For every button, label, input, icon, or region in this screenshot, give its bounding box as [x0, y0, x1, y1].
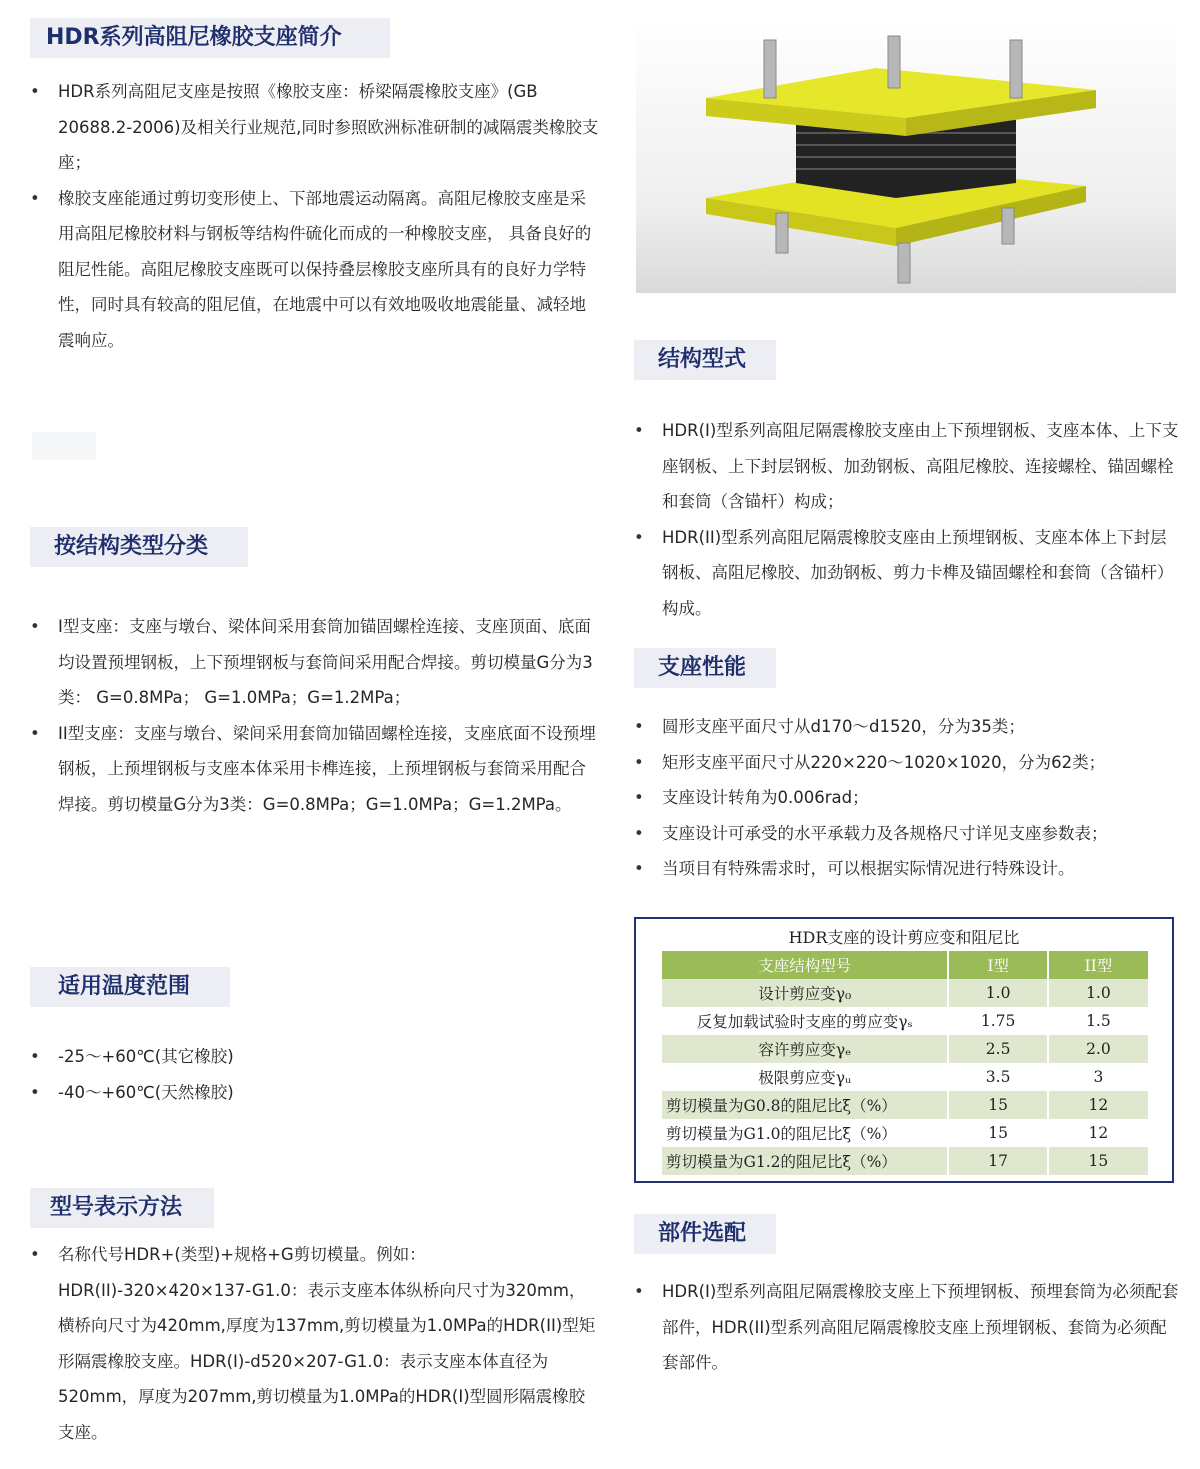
model-list — [30, 1237, 600, 1450]
table-cell: 2.5 — [948, 1035, 1047, 1063]
list-item: • 名称代号HDR+(类型)+规格+G剪切模量。例如：HDR(II)-320×420×137-G1.0：表示支座本体纵桥向尺寸为320mm，横桥向尺寸为420mm,厚度为137mm,剪切模量为1.0MPa的HDR(II)型矩形隔震橡胶支座。HDR(I)-d520×207-G1.0：表示支座本体直径为520mm，厚度为207mm,剪切模量为1.0MPa的HDR(I)型圆形隔震橡胶支座。 — [30, 1237, 600, 1450]
table-row — [662, 1063, 1148, 1091]
temp-list — [30, 1039, 600, 1110]
rubber-bearing-illustration — [636, 18, 1176, 293]
shear-strain-table — [634, 917, 1174, 1183]
table-cell: 12 — [1048, 1091, 1148, 1119]
table-row — [662, 1147, 1148, 1175]
list-item: • HDR(I)型系列高阻尼隔震橡胶支座由上下预埋钢板、支座本体、上下支座钢板、上下封层钢板、加劲钢板、高阻尼橡胶、连接螺栓、锚固螺栓和套筒（含锚杆）构成； — [634, 413, 1180, 520]
table-cell: 剪切模量为G1.0的阻尼比ξ（%） — [666, 1125, 897, 1143]
parts-list — [634, 1274, 1180, 1381]
structure-title: 结构型式 — [634, 340, 776, 380]
list-item: • 支座设计转角为0.006rad； — [634, 780, 1180, 816]
temp-title: 适用温度范围 — [30, 967, 230, 1007]
table-cell: 容许剪应变γₑ — [662, 1035, 948, 1063]
list-item: • 支座设计可承受的水平承载力及各规格尺寸详见支座参数表； — [634, 816, 1180, 852]
list-item: • HDR(I)型系列高阻尼隔震橡胶支座上下预埋钢板、预埋套筒为必须配套部件，HDR(II)型系列高阻尼隔震橡胶支座上预埋钢板、套筒为必须配套部件。 — [634, 1274, 1180, 1381]
table-cell: 3 — [1048, 1063, 1148, 1091]
table-cell: 1.0 — [948, 979, 1047, 1007]
performance-list — [634, 709, 1180, 887]
data-table — [662, 951, 1148, 1175]
table-cell: 12 — [1048, 1119, 1148, 1147]
table-cell: 2.0 — [1048, 1035, 1148, 1063]
table-cell: 1.75 — [948, 1007, 1047, 1035]
parts-title: 部件选配 — [634, 1214, 776, 1254]
table-row — [662, 1119, 1148, 1147]
table-cell: 反复加载试验时支座的剪应变γₛ — [696, 1013, 913, 1031]
table-cell: 15 — [1048, 1147, 1148, 1175]
intro-list — [30, 74, 600, 358]
table-cell: 极限剪应变γᵤ — [758, 1069, 852, 1087]
list-item: • II型支座：支座与墩台、梁间采用套筒加锚固螺栓连接，支座底面不设预埋钢板，上预埋钢板与支座本体采用卡榫连接，上预埋钢板与套筒采用配合焊接。剪切模量G分为3类：G=0.8MPa；G=1.0MPa；G=1.2MPa。 — [30, 716, 600, 823]
types-list — [30, 609, 600, 822]
table-header-cell: I型 — [948, 951, 1047, 979]
types-title: 按结构类型分类 — [30, 527, 248, 567]
table-title: HDR支座的设计剪应变和阻尼比 — [788, 928, 1020, 947]
table-row — [662, 1035, 1148, 1063]
list-item: • 矩形支座平面尺寸从220×220～1020×1020，分为62类； — [634, 745, 1180, 781]
structure-list — [634, 413, 1180, 626]
intro-title: HDR系列高阻尼橡胶支座简介 — [30, 18, 390, 58]
list-item: • 当项目有特殊需求时，可以根据实际情况进行特殊设计。 — [634, 851, 1180, 887]
list-item: • HDR(II)型系列高阻尼隔震橡胶支座由上预埋钢板、支座本体上下封层钢板、高阻尼橡胶、加劲钢板、剪力卡榫及锚固螺栓和套筒（含锚杆）构成。 — [634, 520, 1180, 627]
list-item: • -40～+60℃(天然橡胶) — [30, 1075, 600, 1111]
table-cell: 15 — [948, 1091, 1047, 1119]
table-cell: 剪切模量为G0.8的阻尼比ξ（%） — [662, 1091, 948, 1119]
table-row — [662, 979, 1148, 1007]
table-cell: 剪切模量为G1.2的阻尼比ξ（%） — [662, 1147, 948, 1175]
table-cell: 17 — [948, 1147, 1047, 1175]
list-item: • I型支座：支座与墩台、梁体间采用套筒加锚固螺栓连接、支座顶面、底面均设置预埋钢板，上下预埋钢板与套筒间采用配合焊接。剪切模量G分为3类： G=0.8MPa； G=1.0MPa；G=1.2MPa； — [30, 609, 600, 716]
list-item: • 橡胶支座能通过剪切变形使上、下部地震运动隔离。高阻尼橡胶支座是采用高阻尼橡胶材料与钢板等结构件硫化而成的一种橡胶支座， 具备良好的阻尼性能。高阻尼橡胶支座既可以保持叠层橡胶支座所具有的良好力学特性，同时具有较高的阻尼值，在地震中可以有效地吸收地震能量、减轻地震响应。 — [30, 181, 600, 359]
table-row — [662, 1007, 1148, 1035]
table-header-cell: II型 — [1048, 951, 1148, 979]
table-cell: 1.0 — [1048, 979, 1148, 1007]
list-item: • HDR系列高阻尼支座是按照《橡胶支座：桥梁隔震橡胶支座》(GB 20688.2-2006)及相关行业规范,同时参照欧洲标准研制的减隔震类橡胶支座； — [30, 74, 600, 181]
list-item: • -25～+60℃(其它橡胶) — [30, 1039, 600, 1075]
list-item: • 圆形支座平面尺寸从d170～d1520，分为35类； — [634, 709, 1180, 745]
performance-title: 支座性能 — [634, 648, 776, 688]
blank-block — [32, 432, 96, 460]
table-cell: 1.5 — [1048, 1007, 1148, 1035]
table-cell: 15 — [948, 1119, 1047, 1147]
product-image — [636, 18, 1176, 293]
table-row — [662, 1091, 1148, 1119]
table-cell: 设计剪应变γ₀ — [662, 979, 948, 1007]
model-title: 型号表示方法 — [30, 1188, 214, 1228]
table-cell: 3.5 — [948, 1063, 1047, 1091]
table-header-row — [662, 951, 1148, 979]
table-header-cell: 支座结构型号 — [662, 951, 948, 979]
